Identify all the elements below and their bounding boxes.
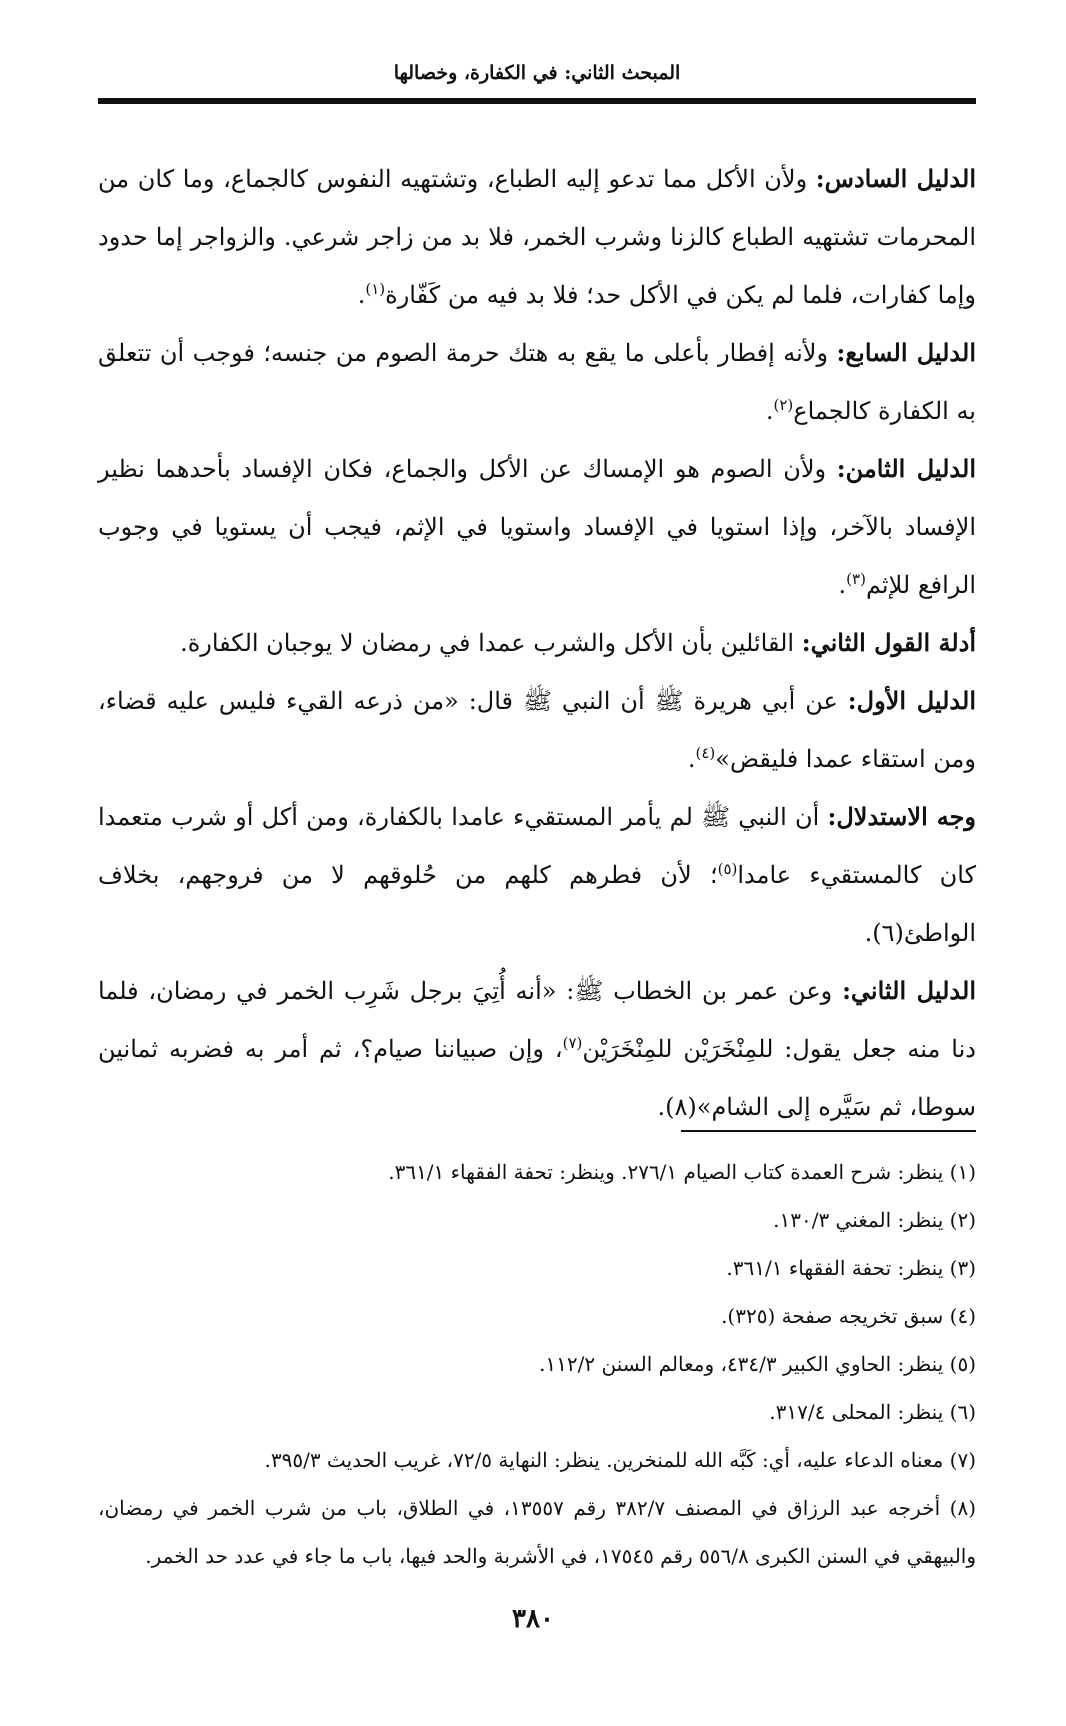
- footnote: (٦) ينظر: المحلى ٣١٧/٤.: [769, 1400, 976, 1424]
- footnote-ref: (١): [365, 280, 386, 298]
- paragraph-body: ولأن الصوم هو الإمساك عن الأكل والجماع، فكان الإفساد بأحدهما نظير الإفساد بالآخر، وإذا استويا في الإفساد واستويا في الإثم، فيجب أن يستويا في وجوب الرافع للإثم: [98, 455, 976, 599]
- footnote: (٤) سبق تخريجه صفحة (٣٢٥).: [721, 1304, 976, 1328]
- paragraph-body: ولأنه إفطار بأعلى ما يقع به هتك حرمة الصوم من جنسه؛ فوجب أن تتعلق به الكفارة كالجماع: [98, 339, 976, 425]
- paragraph-heading: الدليل السابع:: [836, 338, 976, 367]
- paragraph-second-opinion: [98, 614, 976, 672]
- paragraph-end: .: [765, 397, 774, 425]
- paragraph-body: أن النبي ﷺ لم يأمر المستقيء عامدا بالكفارة، ومن أكل أو شرب متعمدا كان كالمستقيء عامدا: [98, 803, 976, 889]
- paragraph-body: ولأن الأكل مما تدعو إليه الطباع، وتشتهيه النفوس كالجماع، وما كان من المحرمات تشتهيه الطباع كالزنا وشرب الخمر، فلا بد من زاجر شرعي. والزواجر إما حدود وإما كفارات، فلما لم يكن في الأكل حد؛ فلا بد فيه من كَفّارة: [98, 165, 976, 309]
- running-header: المبحث الثاني: في الكفارة، وخصالها: [393, 62, 681, 84]
- paragraph-inference: [98, 788, 976, 962]
- paragraph-evidence-2: [98, 962, 976, 1136]
- footnotes: [98, 1148, 976, 1580]
- paragraph-end: .: [687, 745, 696, 773]
- footnote: (٥) ينظر: الحاوي الكبير ٤٣٤/٣، ومعالم السنن ١١٢/٢.: [539, 1352, 976, 1376]
- footnote: (٣) ينظر: تحفة الفقهاء ٣٦١/١.: [726, 1256, 976, 1280]
- paragraph-end: ، وإن صبياننا صيام؟، ثم أمر به فضربه ثمانين سوطا، ثم سَيَّره إلى الشام»(٨).: [98, 1035, 976, 1121]
- paragraph-evidence-6: [98, 150, 976, 324]
- paragraph-end: ؛ لأن فطرهم كلهم من حُلوقهم لا من فروجهم، بخلاف الواطئ(٦).: [98, 861, 976, 947]
- footnote-ref: (٥): [717, 860, 738, 878]
- footnote: (٧) معناه الدعاء عليه، أي: كَبَّه الله للمنخرين. ينظر: النهاية ٧٢/٥، غريب الحديث ٣٩٥/٣.: [264, 1448, 976, 1472]
- paragraph-end: .: [357, 281, 366, 309]
- footnote-separator: [681, 1130, 976, 1132]
- footnote-ref: (٧): [562, 1034, 583, 1052]
- footnote-ref: (٤): [695, 744, 716, 762]
- paragraph-evidence-8: [98, 440, 976, 614]
- page-number: ٣٨٠: [512, 1604, 554, 1634]
- footnote: (٨) أخرجه عبد الرزاق في المصنف ٣٨٢/٧ رقم ١٣٥٥٧، في الطلاق، باب من شرب الخمر في رمضان، والبيهقي في السنن الكبرى ٥٥٦/٨ رقم ١٧٥٤٥، في الأشربة والحد فيها، باب ما جاء في عدد حد الخمر.: [98, 1496, 976, 1568]
- footnote: (١) ينظر: شرح العمدة كتاب الصيام ٢٧٦/١. وينظر: تحفة الفقهاء ٣٦١/١.: [388, 1160, 976, 1184]
- paragraph-body: القائلين بأن الأكل والشرب عمدا في رمضان لا يوجبان الكفارة.: [180, 629, 802, 657]
- paragraph-body: عن أبي هريرة ﷺ أن النبي ﷺ قال: «من ذرعه القيء فليس عليه قضاء، ومن استقاء عمدا فليقض»: [98, 687, 976, 773]
- paragraph-heading: وجه الاستدلال:: [827, 802, 977, 831]
- main-text: [98, 150, 976, 1136]
- paragraph-heading: الدليل الثاني:: [842, 976, 976, 1005]
- footnote-ref: (٢): [773, 396, 794, 414]
- header-rule: [98, 98, 976, 104]
- paragraph-heading: الدليل الثامن:: [836, 454, 977, 483]
- paragraph-heading: الدليل الأول:: [847, 686, 977, 715]
- footnote-ref: (٣): [846, 570, 866, 588]
- paragraph-evidence-7: [98, 324, 976, 440]
- paragraph-heading: أدلة القول الثاني:: [801, 628, 976, 657]
- paragraph-end: .: [838, 571, 847, 599]
- footnote: (٢) ينظر: المغني ١٣٠/٣.: [773, 1208, 976, 1232]
- paragraph-heading: الدليل السادس:: [815, 164, 976, 193]
- paragraph-evidence-1: [98, 672, 976, 788]
- paragraph-body: وعن عمر بن الخطاب ﷺ: «أنه أُتِيَ برجل شَرِب الخمر في رمضان، فلما دنا منه جعل يقول: للمِنْخَرَيْن للمِنْخَرَيْن: [98, 977, 976, 1063]
